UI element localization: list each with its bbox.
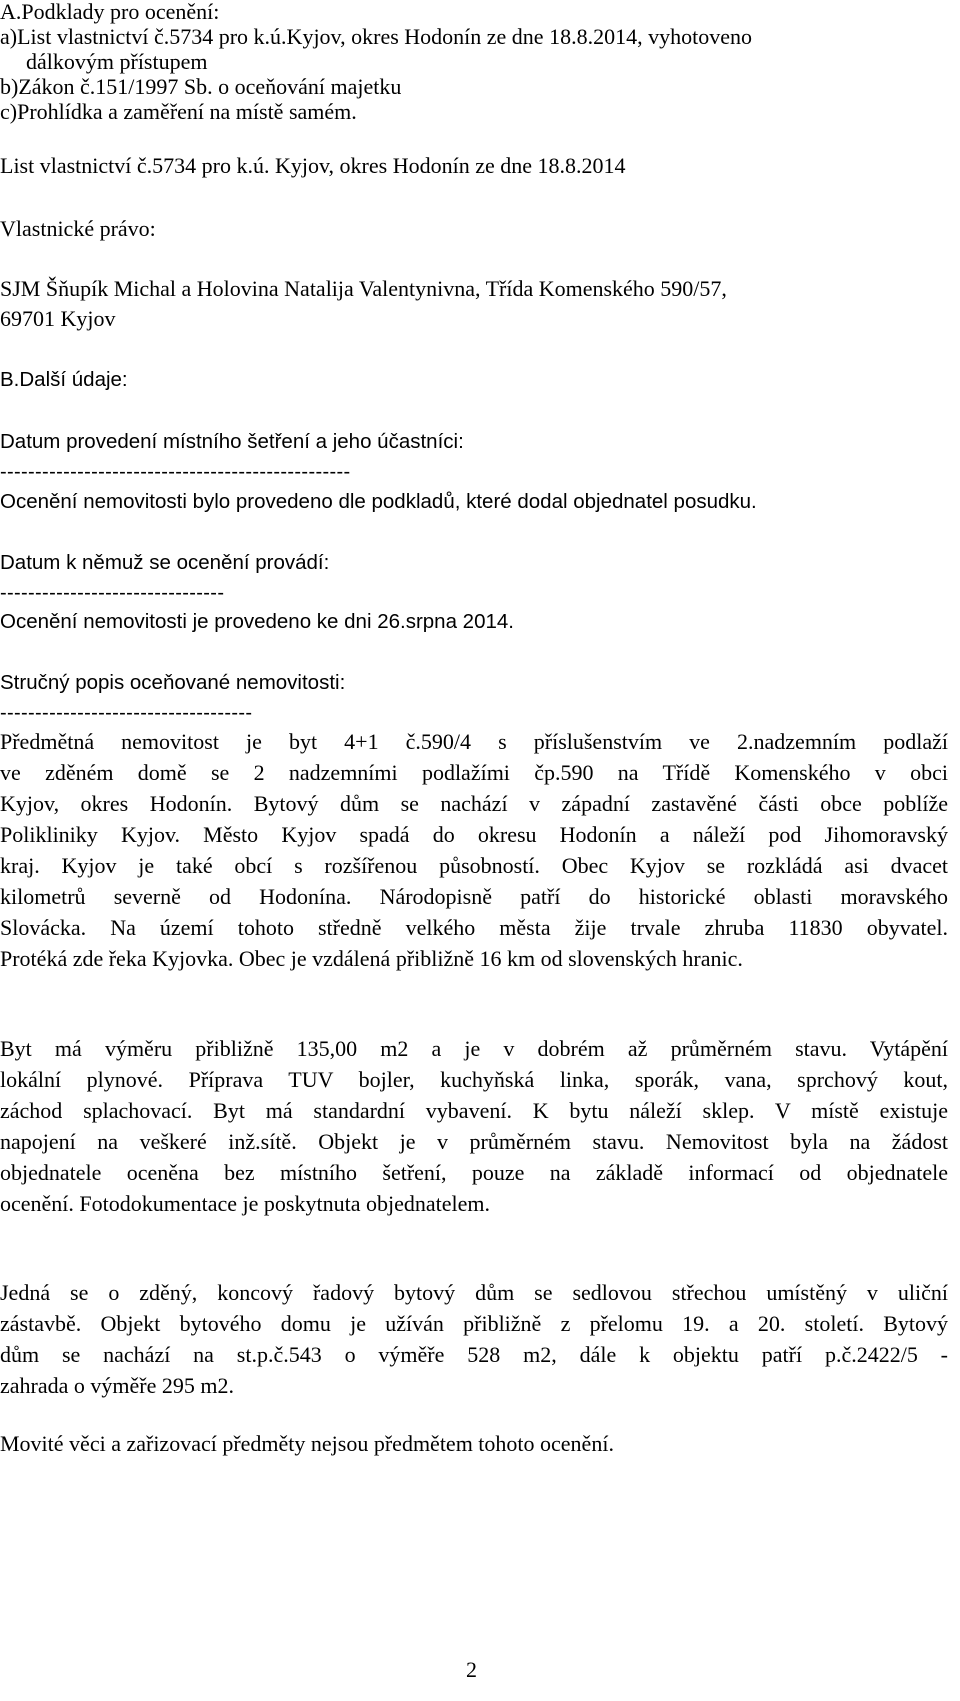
description-line: ocenění. Fotodokumentace je poskytnuta objednatelem. [0, 1191, 490, 1216]
description-line: Předmětná nemovitost je byt 4+1 č.590/4 s příslušenstvím ve 2.nadzemním podlaží [0, 729, 948, 754]
description-line: ve zděném domě se 2 nadzemními podlažími čp.590 na Třídě Komenského v obci [0, 760, 948, 785]
description-line: kilometrů severně od Hodonína. Národopisně patří do historické oblasti moravského [0, 884, 948, 909]
valuation-date-label: Datum k němuž se ocenění provádí: [0, 551, 330, 574]
source-item-a-continuation: dálkovým přístupem [26, 49, 208, 74]
description-line: záchod splachovací. Byt má standardní vybavení. K bytu náleží sklep. V místě existuje [0, 1098, 948, 1123]
source-item-a: a)List vlastnictví č.5734 pro k.ú.Kyjov, okres Hodonín ze dne 18.8.2014, vyhotoveno [0, 24, 752, 49]
valuation-date-rule: -------------------------------- [0, 582, 225, 604]
owner-line-1: SJM Šňupík Michal a Holovina Natalija Valentynivna, Třída Komenského 590/57, [0, 276, 727, 301]
owner-label: Vlastnické právo: [0, 216, 156, 241]
owner-line-2: 69701 Kyjov [0, 306, 116, 331]
description-paragraph-3 [0, 1277, 948, 1401]
description-paragraph-1 [0, 726, 948, 974]
ownership-sheet-title: List vlastnictví č.5734 pro k.ú. Kyjov, okres Hodonín ze dne 18.8.2014 [0, 153, 626, 178]
page-number: 2 [466, 1657, 477, 1682]
description-line: Jedná se o zděný, koncový řadový bytový dům se sedlovou střechou umístěný v uliční [0, 1280, 948, 1305]
description-line: Byt má výměru přibližně 135,00 m2 a je v dobrém až průměrném stavu. Vytápění [0, 1036, 948, 1061]
inspection-text: Ocenění nemovitosti bylo provedeno dle podkladů, které dodal objednatel posudku. [0, 490, 757, 513]
description-line: kraj. Kyjov je také obcí s rozšířenou působností. Obec Kyjov se rozkládá asi dvacet [0, 853, 948, 878]
source-item-b: b)Zákon č.151/1997 Sb. o oceňování majetku [0, 74, 402, 99]
inspection-label: Datum provedení místního šetření a jeho účastníci: [0, 430, 464, 453]
description-rule: ------------------------------------ [0, 702, 253, 724]
section-b-heading: B.Další údaje: [0, 368, 128, 391]
description-line: dům se nachází na st.p.č.543 o výměře 528 m2, dále k objektu patří p.č.2422/5 - [0, 1342, 948, 1367]
description-line: Protéká zde řeka Kyjovka. Obec je vzdálená přibližně 16 km od slovenských hranic. [0, 946, 743, 971]
inspection-rule: -------------------------------------------------- [0, 461, 351, 483]
description-line: Slovácka. Na území tohoto středně velkého města žije trvale zhruba 11830 obyvatel. [0, 915, 948, 940]
description-label: Stručný popis oceňované nemovitosti: [0, 671, 346, 694]
movables-text: Movité věci a zařizovací předměty nejsou předmětem tohoto ocenění. [0, 1431, 614, 1456]
description-line: zástavbě. Objekt bytového domu je užíván přibližně z přelomu 19. a 20. století. Bytový [0, 1311, 948, 1336]
description-line: Polikliniky Kyjov. Město Kyjov spadá do okresu Hodonín a náleží pod Jihomoravský [0, 822, 948, 847]
description-line: lokální plynové. Příprava TUV bojler, kuchyňská linka, sporák, vana, sprchový kout, [0, 1067, 948, 1092]
description-line: Kyjov, okres Hodonín. Bytový dům se nachází v západní zastavěné části obce poblíže [0, 791, 948, 816]
description-line: zahrada o výměře 295 m2. [0, 1373, 234, 1398]
valuation-date-text: Ocenění nemovitosti je provedeno ke dni 26.srpna 2014. [0, 610, 514, 633]
description-paragraph-2 [0, 1033, 948, 1219]
description-line: napojení na veškeré inž.sítě. Objekt je v průměrném stavu. Nemovitost byla na žádost [0, 1129, 948, 1154]
section-a-heading: A.Podklady pro ocenění: [0, 0, 220, 24]
source-item-c: c)Prohlídka a zaměření na místě samém. [0, 99, 357, 124]
description-line: objednatele oceněna bez místního šetření, pouze na základě informací od objednatele [0, 1160, 948, 1185]
